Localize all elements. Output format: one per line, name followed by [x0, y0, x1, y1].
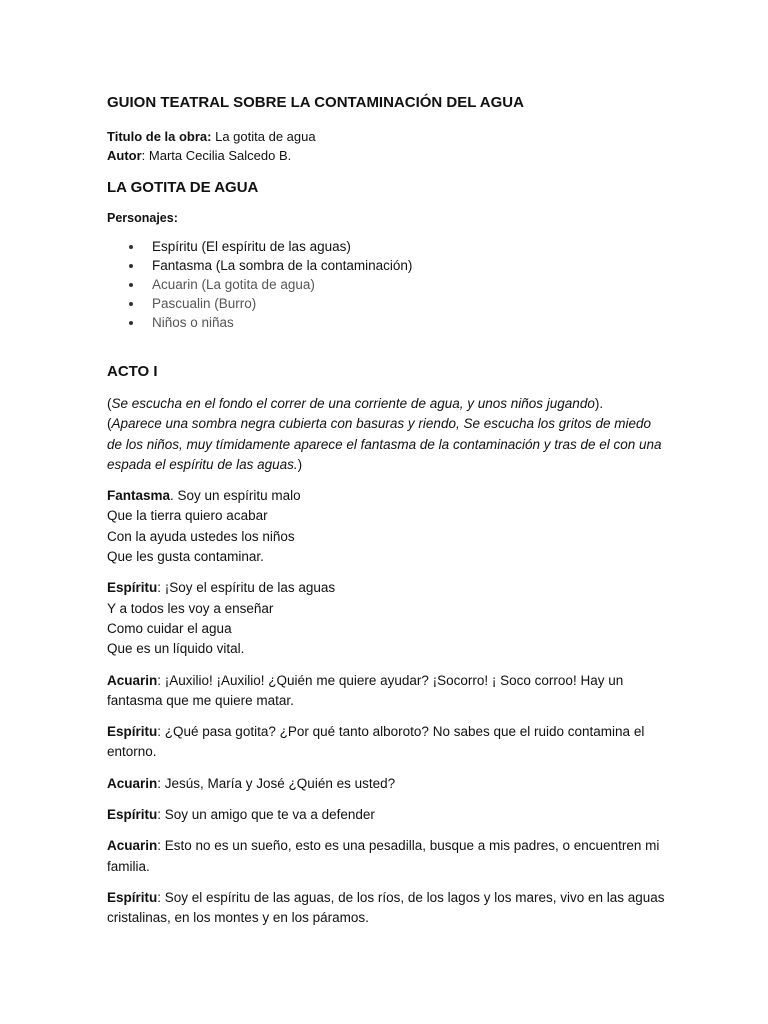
verse-line: Con la ayuda ustedes los niños	[107, 528, 295, 544]
dialogue-text: : Jesús, María y José ¿Quién es usted?	[157, 775, 396, 791]
paren-close: ).	[594, 396, 604, 411]
speaker-name: Espíritu	[107, 580, 158, 596]
speaker-name: Fantasma	[107, 488, 171, 504]
document-title: GUION TEATRAL SOBRE LA CONTAMINACIÓN DEL AGUA	[107, 94, 524, 111]
document-page	[107, 92, 667, 929]
author-line	[107, 146, 667, 165]
dialogue-acuarin-2	[107, 774, 667, 794]
speaker-name: Acuarin	[107, 775, 158, 791]
stage-directions	[107, 394, 667, 475]
verse-line: Que la tierra quiero acabar	[107, 508, 268, 524]
verse-line: Como cuidar el agua	[107, 620, 232, 636]
speaker-name: Acuarin	[107, 838, 158, 854]
author-value: : Marta Cecilia Salcedo B.	[141, 148, 292, 163]
dialogue-text: : ¡Auxilio! ¡Auxilio! ¿Quién me quiere ayudar? ¡Socorro! ¡ Soco corroo! Hay un fantasma que me quiere matar.	[107, 672, 624, 708]
list-item: Pascualin (Burro)	[129, 294, 667, 313]
characters-heading: Personajes:	[107, 211, 178, 225]
list-item: Niños o niñas	[129, 313, 667, 332]
paren-open: (	[107, 396, 112, 411]
dialogue-text: : Soy un amigo que te va a defender	[157, 807, 375, 823]
dialogue-espiritu-4	[107, 888, 667, 929]
list-item: Fantasma (La sombra de la contaminación)	[129, 256, 667, 275]
dialogue-fantasma-1	[107, 486, 667, 567]
dialogue-text: . Soy un espíritu malo	[170, 488, 301, 504]
act-title: ACTO I	[107, 363, 158, 380]
work-title-value: La gotita de agua	[211, 129, 316, 144]
list-item: Acuarin (La gotita de agua)	[129, 275, 667, 294]
paren-open: (	[107, 416, 112, 432]
verse-line: Que les gusta contaminar.	[107, 549, 264, 565]
verse-line: Que es un líquido vital.	[107, 641, 245, 657]
dialogue-text: : Esto no es un sueño, esto es una pesadilla, busque a mis padres, o encuentren mi familia.	[107, 838, 660, 874]
author-label: Autor	[107, 148, 142, 163]
dialogue-espiritu-1	[107, 578, 667, 659]
dialogue-text: : ¡Soy el espíritu de las aguas	[157, 580, 336, 596]
speaker-name: Espíritu	[107, 889, 158, 905]
list-item: Espíritu (El espíritu de las aguas)	[129, 237, 667, 256]
dialogue-espiritu-2	[107, 722, 667, 763]
speaker-name: Acuarin	[107, 672, 158, 688]
work-metadata	[107, 127, 667, 165]
play-title: LA GOTITA DE AGUA	[107, 179, 259, 196]
speaker-name: Espíritu	[107, 807, 158, 823]
verse-line: Y a todos les voy a enseñar	[107, 600, 274, 616]
work-title-label: Titulo de la obra:	[107, 129, 212, 144]
dialogue-text: : ¿Qué pasa gotita? ¿Por qué tanto alboroto? No sabes que el ruido contamina el entorno.	[107, 724, 645, 760]
dialogue-acuarin-1	[107, 671, 667, 712]
characters-list	[107, 237, 667, 332]
dialogue-espiritu-3	[107, 805, 667, 825]
stage-direction-1: Se escucha en el fondo el correr de una corriente de agua, y unos niños jugando	[111, 396, 595, 411]
stage-direction-2: Aparece una sombra negra cubierta con basuras y riendo, Se escucha los gritos de miedo de los niños, muy tímidamente aparece el fantasma de la contaminación y tras de el con una espada el espíritu de las aguas.	[107, 416, 662, 472]
dialogue-acuarin-3	[107, 836, 667, 877]
dialogue-text: : Soy el espíritu de las aguas, de los ríos, de los lagos y los mares, vivo en las aguas cristalinas, en los montes y en los páramos.	[107, 889, 665, 926]
paren-close: )	[297, 456, 303, 472]
speaker-name: Espíritu	[107, 724, 158, 740]
work-title-line	[107, 127, 667, 146]
